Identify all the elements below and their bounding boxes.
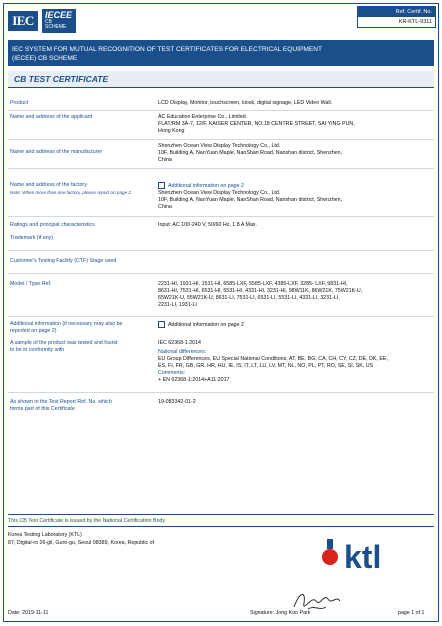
- signature-text: Signature: Jong Koo Park: [250, 610, 311, 616]
- conformity-value: IEC 62368-1:2014 National differences: EU Group Differences, EU Special National Conditions, AT, BE, BG, CA, CH, CY, CZ, DE, DK, EE, ES, FI, FR, GB, GR, HR, HU, IE, IS, IT, LT, LU, LV, MT, NL, NO, PL, PT, RO, SE, SI, SK, US Comments: + EN 62368-1:2014+A11:2017: [158, 340, 428, 384]
- iecee-logo-text: IECEE: [45, 10, 73, 20]
- scheme-line-2: (IECEE) CB SCHEME: [12, 55, 78, 62]
- scheme-line-1: IEC SYSTEM FOR MUTUAL RECOGNITION OF TEST CERTIFICATES FOR ELECTRICAL EQUIPMENT: [12, 46, 323, 53]
- iecee-logo: [42, 9, 76, 33]
- divider: [8, 216, 434, 217]
- divider: [8, 110, 434, 111]
- page-number: page 1 of 1: [398, 610, 425, 616]
- test-report-label: As shown in the Test Report Ref. No. which forms part of this Certificate: [10, 399, 112, 412]
- comments-title: Comments:: [158, 370, 186, 376]
- issued-by: This CB Test Certificate is issued by the National Certification Body: [8, 518, 166, 524]
- applicant-value: AC Education Enterprise Co., Limited. FLAT/RM 3A-7, 12/F, KAISER CENTER, NO.18 CENTRE STREET, SAI YING PUN, Hong Kong: [158, 114, 355, 134]
- factory-value: Additional information on page 2 Shenzhen Ocean View Display Technology Co., Ltd. 10F, Building A, NanYuan Maple, NanShan Road, Nanshan district, Shenzhen, China: [158, 182, 343, 210]
- applicant-label: Name and address of the applicant: [10, 114, 93, 120]
- ktl-logo: [316, 535, 408, 575]
- standard: IEC 62368-1:2014: [158, 340, 201, 346]
- certificate-title: CB TEST CERTIFICATE: [14, 74, 109, 84]
- ratings-value: Input: AC 100-240 V, 50/60 Hz, 1.8 A Max.: [158, 222, 258, 228]
- divider: [8, 250, 434, 251]
- lab-name: Korea Testing Laboratory (KTL): [8, 532, 82, 538]
- ratings-label: Ratings and principal characteristics: [10, 222, 95, 228]
- conformity-label: A sample of the product was tested and found to be in conformity with: [10, 340, 118, 353]
- divider: [8, 168, 434, 169]
- divider: [8, 273, 434, 274]
- national-differences-title: National differences:: [158, 349, 207, 355]
- ref-value: KR-KTL-9311: [398, 19, 432, 25]
- logo-group: [8, 9, 76, 33]
- additional-info-label: Additional information (if necessary may also be reported on page 2): [10, 321, 123, 334]
- trademark-label: Trademark (if any): [10, 235, 54, 241]
- test-report-value: 19-083342-01-2: [158, 399, 196, 405]
- factory-label: Name and address of the factory Note: When more than one factory, please report on page 2: [10, 182, 152, 196]
- divider: [8, 392, 434, 393]
- lab-address: 87, Digital-ro 26-gil, Guro-gu, Seoul 08389, Korea, Republic of: [8, 539, 155, 546]
- scheme-header-band: [8, 40, 434, 66]
- product-value: LCD Display, Monitor, touchscreen, kiosk, digital signage, LED Video Wall.: [158, 100, 333, 106]
- ctf-label: Customer's Testing Facility (CTF) Stage used: [10, 258, 117, 264]
- reference-box: [357, 6, 436, 28]
- additional-info-checkbox[interactable]: [158, 321, 165, 328]
- ref-label: Ref. Certif. No.: [358, 7, 435, 17]
- factory-additional-checkbox[interactable]: [158, 182, 165, 189]
- ktl-logo-mark: [322, 549, 338, 565]
- manufacturer-label: Name and address of the manufacturer: [10, 149, 103, 155]
- iec-logo: IEC: [8, 11, 38, 31]
- factory-note: Note: When more than one factory, please report on page 2: [10, 190, 131, 195]
- comment: + EN 62368-1:2014+A11:2017: [158, 377, 230, 383]
- ktl-logo-bar: [327, 539, 333, 549]
- page-border: [3, 3, 439, 622]
- ktl-logo-text: ktl: [344, 539, 382, 575]
- footer-divider: [8, 526, 434, 527]
- certificate-title-band: [8, 71, 434, 88]
- iecee-logo-subtext: CB SCHEME: [45, 19, 67, 30]
- product-label: Product: [10, 100, 29, 106]
- issue-date: Date: 2019-11-11: [8, 610, 49, 616]
- manufacturer-value: Shenzhen Ocean View Display Technology Co., Ltd. 10F, Building A, NanYuan Maple, NanShan Road, Nanshan district, Shenzhen, China: [158, 143, 343, 163]
- model-label: Model / Type Ref.: [10, 281, 52, 287]
- footer-divider: [8, 514, 434, 515]
- model-value: 2231-HI, 1931-HI, 1531-HI, 6585-LXF, 5585-LXF, 4385-LXF, 3285- LXF, 9831-HI, 8631-HI, 7531-HI, 6531-HI, 5531-HI, 4331-HI, 3231-HI, 98W11K, 86W21K, 75W21K-U, 65W21K-U, 55W21K-U, 8631-LI, 7531-LI, 6531-LI, 5531-LI, 4331-LI, 3231-LI, 2231-LI, 1931-LI: [158, 281, 363, 308]
- divider: [8, 316, 434, 317]
- additional-info-value: Additional information on page 2: [158, 321, 428, 329]
- divider: [8, 139, 434, 140]
